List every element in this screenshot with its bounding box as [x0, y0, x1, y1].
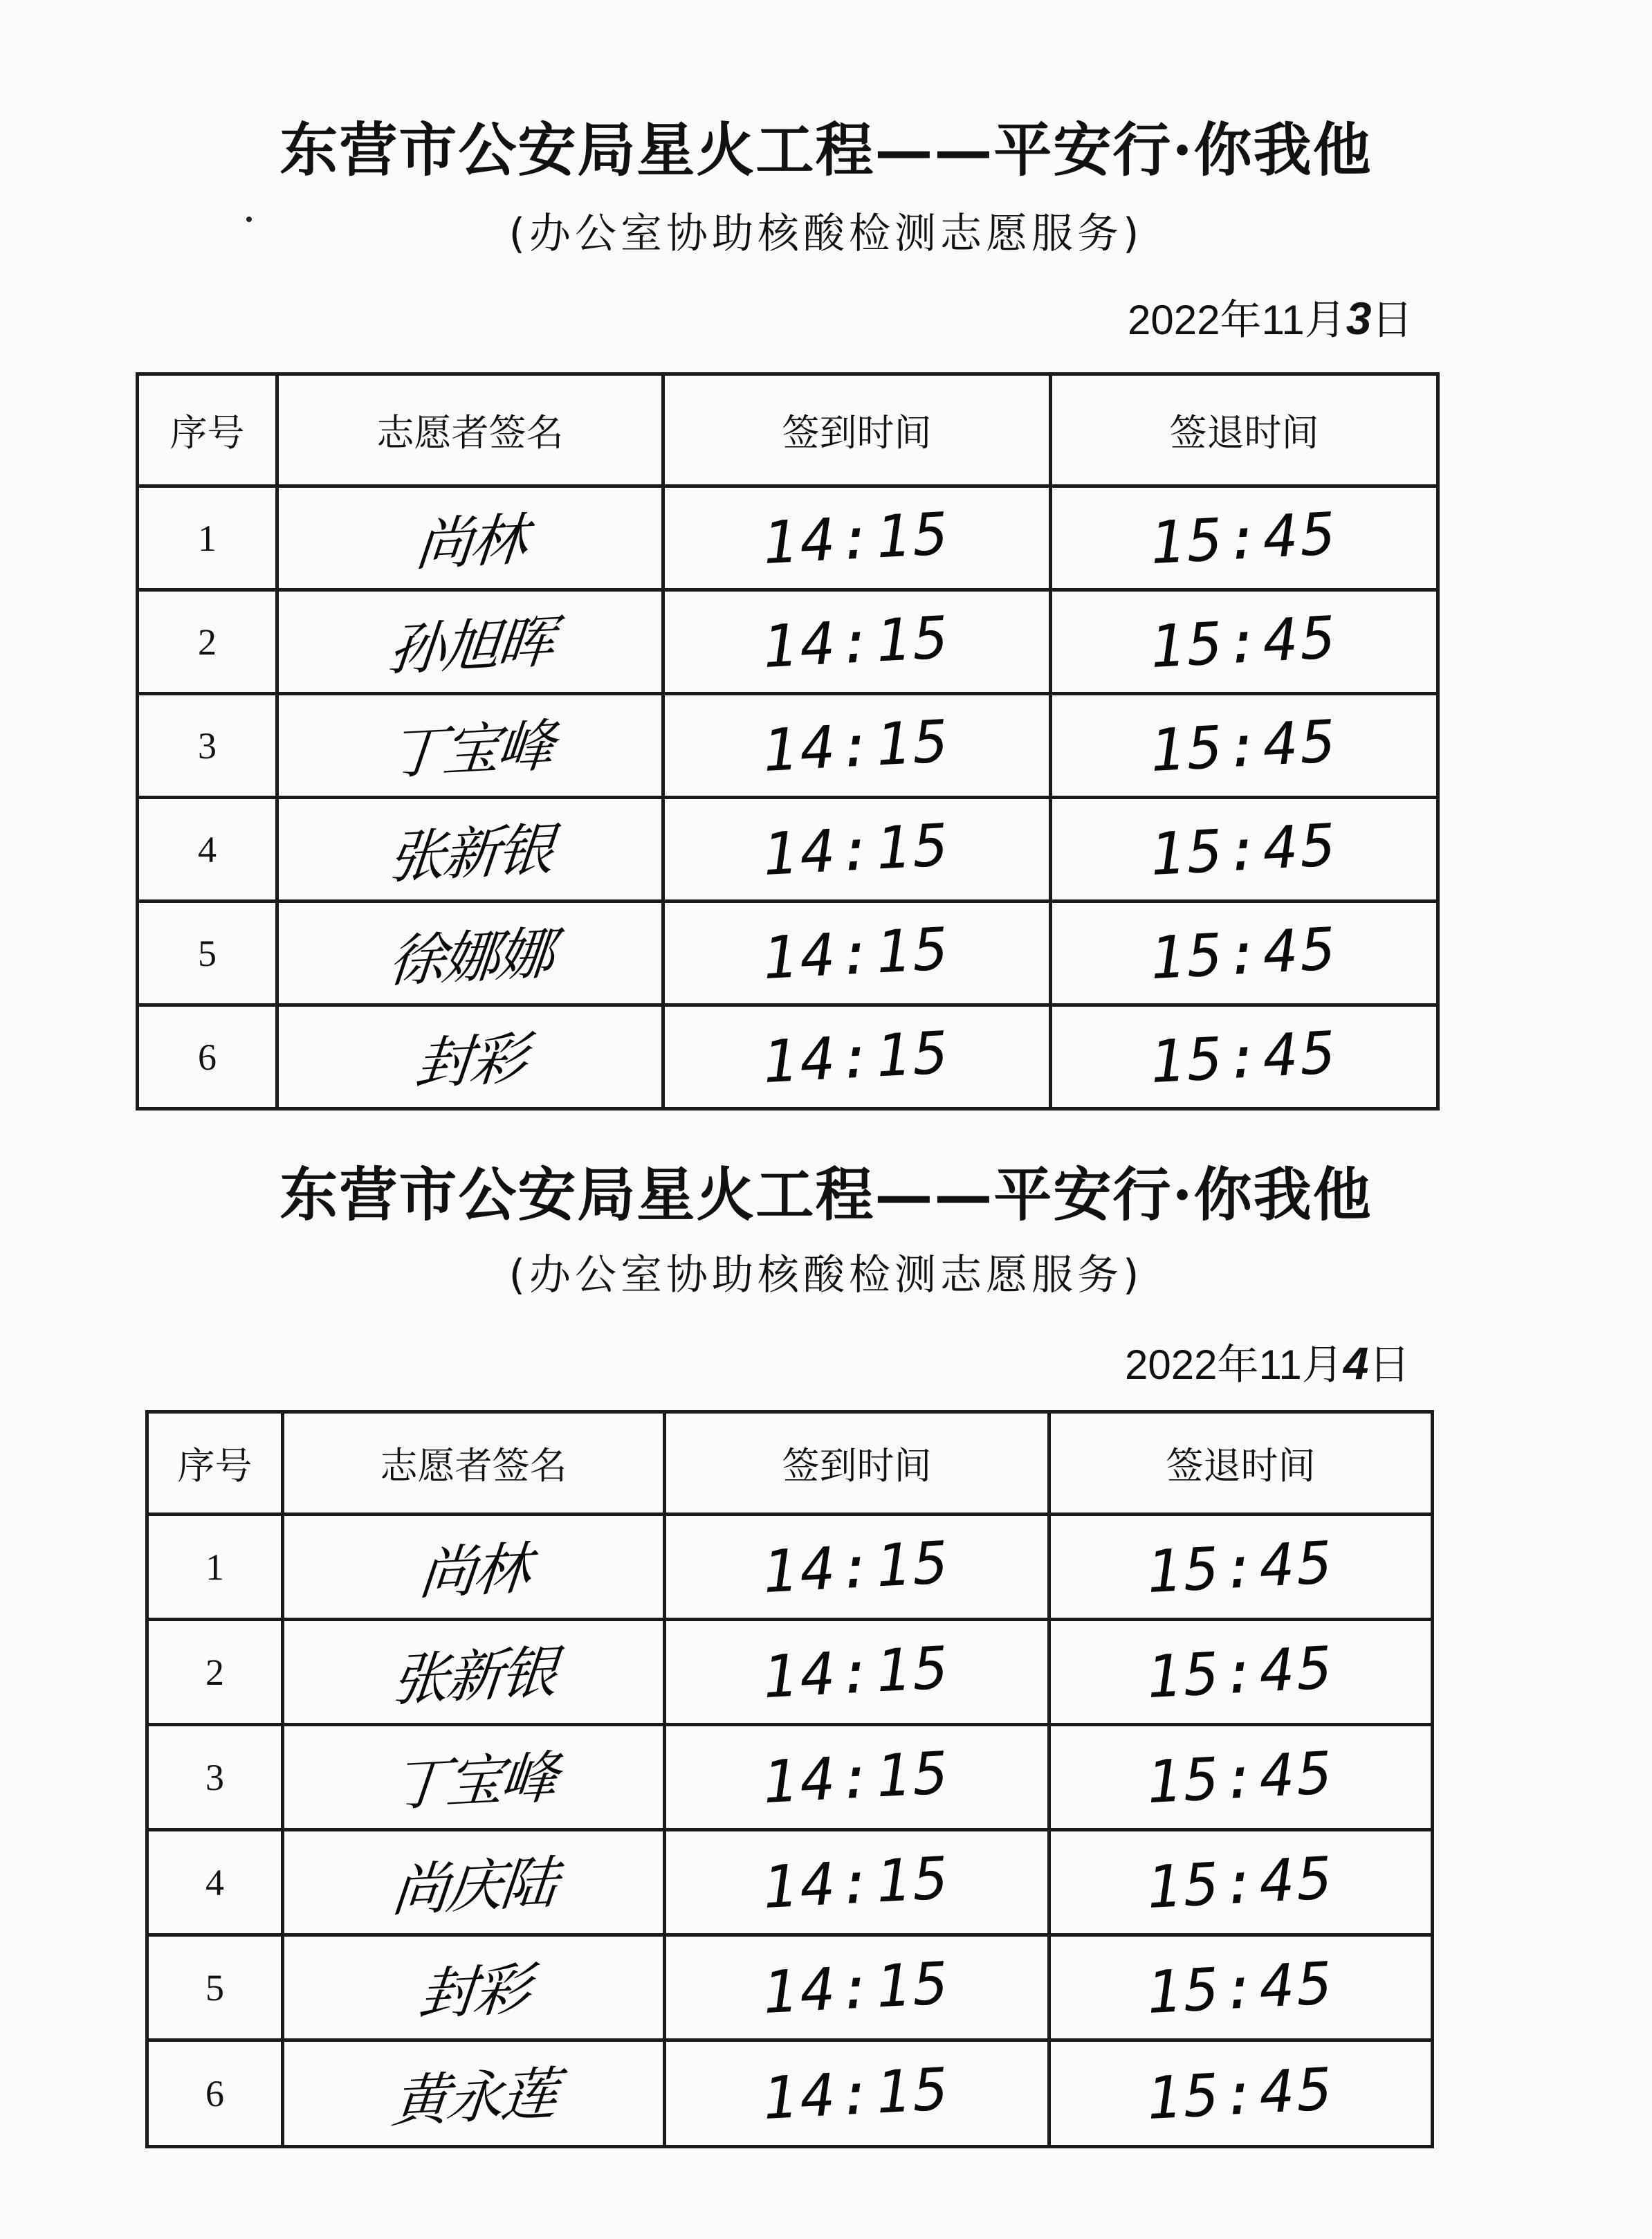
table-row	[138, 694, 1438, 798]
checkout-time: 15:45	[1148, 1018, 1341, 1096]
table-row	[138, 902, 1438, 1005]
header-seq: 序号	[147, 1412, 283, 1515]
checkout-time: 15:45	[1144, 1948, 1337, 2027]
table-row	[147, 1515, 1433, 1620]
row-seq: 6	[138, 1005, 277, 1109]
sheet1-title: 东营市公安局星火工程——平安行·你我他	[279, 116, 1373, 184]
row-seq: 6	[147, 2040, 283, 2147]
checkout-time: 15:45	[1148, 706, 1341, 785]
row-seq: 4	[138, 798, 277, 902]
sheet2-date-day: 4	[1343, 1337, 1369, 1389]
checkin-time: 14:15	[760, 706, 953, 785]
checkin-time: 14:15	[760, 1633, 953, 1711]
volunteer-signature: 张新银	[389, 1639, 558, 1715]
row-seq: 1	[138, 486, 277, 590]
volunteer-signature: 尚林	[416, 1535, 531, 1608]
checkin-time: 14:15	[760, 1528, 953, 1606]
table-row	[138, 1005, 1438, 1109]
table-header-row	[138, 374, 1438, 486]
volunteer-signature: 丁宝峰	[389, 1744, 558, 1820]
table-row	[147, 1620, 1433, 1725]
row-seq: 5	[147, 1935, 283, 2040]
volunteer-signature: 丁宝峰	[385, 713, 554, 788]
sheet2-title: 东营市公安局星火工程——平安行·你我他	[279, 1160, 1373, 1229]
header-checkin: 签到时间	[663, 374, 1051, 486]
checkout-time: 15:45	[1148, 499, 1341, 577]
checkin-time: 14:15	[760, 603, 953, 681]
checkin-time: 14:15	[760, 1843, 953, 1921]
checkin-time: 14:15	[760, 499, 953, 577]
sheet2-subtitle: (办公室协助核酸检测志愿服务)	[508, 1251, 1144, 1299]
volunteer-signature: 徐娜娜	[385, 920, 554, 996]
checkin-time: 14:15	[760, 1738, 953, 1816]
sheet1-date-prefix: 2022年11月	[1128, 297, 1346, 343]
checkin-time: 14:15	[760, 2054, 953, 2132]
row-seq: 2	[138, 590, 277, 694]
row-seq: 4	[147, 1830, 283, 1935]
checkout-time: 15:45	[1144, 1843, 1337, 1921]
volunteer-signature: 尚庆陆	[389, 1849, 558, 1925]
sheet2-date	[1125, 1332, 1410, 1391]
checkout-time: 15:45	[1148, 603, 1341, 681]
header-seq: 序号	[138, 374, 277, 486]
volunteer-signature: 封彩	[416, 1956, 531, 2029]
table-header-row	[147, 1412, 1433, 1515]
sheet1-date-day: 3	[1346, 293, 1372, 344]
sheet2-date-prefix: 2022年11月	[1125, 1342, 1343, 1388]
header-checkout: 签退时间	[1049, 1412, 1433, 1515]
sheet1-subtitle: (办公室协助核酸检测志愿服务)	[508, 210, 1144, 258]
header-signature: 志愿者签名	[283, 1412, 665, 1515]
table-row	[138, 486, 1438, 590]
table-row	[147, 1725, 1433, 1830]
checkout-time: 15:45	[1148, 914, 1341, 992]
header-checkout: 签退时间	[1051, 374, 1438, 486]
checkin-time: 14:15	[760, 914, 953, 992]
volunteer-signature: 黄永莲	[389, 2060, 558, 2136]
row-seq: 3	[147, 1725, 283, 1830]
table-row	[138, 798, 1438, 902]
header-signature: 志愿者签名	[277, 374, 663, 486]
row-seq: 3	[138, 694, 277, 798]
sheet1-date	[1128, 287, 1413, 347]
header-checkin: 签到时间	[665, 1412, 1049, 1515]
volunteer-signature: 张新银	[385, 816, 554, 892]
row-seq: 1	[147, 1515, 283, 1620]
checkout-time: 15:45	[1144, 1528, 1337, 1606]
checkout-time: 15:45	[1144, 2054, 1337, 2132]
checkin-time: 14:15	[760, 1018, 953, 1096]
volunteer-signature: 尚林	[412, 506, 527, 579]
volunteer-signature: 孙旭晖	[385, 609, 554, 684]
sheet2-table	[145, 1410, 1434, 2148]
row-seq: 2	[147, 1620, 283, 1725]
table-row	[147, 1830, 1433, 1935]
sheet2-date-suffix: 日	[1368, 1342, 1411, 1388]
checkout-time: 15:45	[1144, 1633, 1337, 1711]
table-row	[147, 1935, 1433, 2040]
table-row	[138, 590, 1438, 694]
volunteer-signature: 封彩	[412, 1025, 527, 1098]
checkout-time: 15:45	[1144, 1738, 1337, 1816]
checkout-time: 15:45	[1148, 810, 1341, 888]
sheet1-table	[136, 372, 1440, 1111]
table-row	[147, 2040, 1433, 2147]
sheet1-date-suffix: 日	[1371, 297, 1413, 343]
checkin-time: 14:15	[760, 1948, 953, 2027]
checkin-time: 14:15	[760, 810, 953, 888]
row-seq: 5	[138, 902, 277, 1005]
